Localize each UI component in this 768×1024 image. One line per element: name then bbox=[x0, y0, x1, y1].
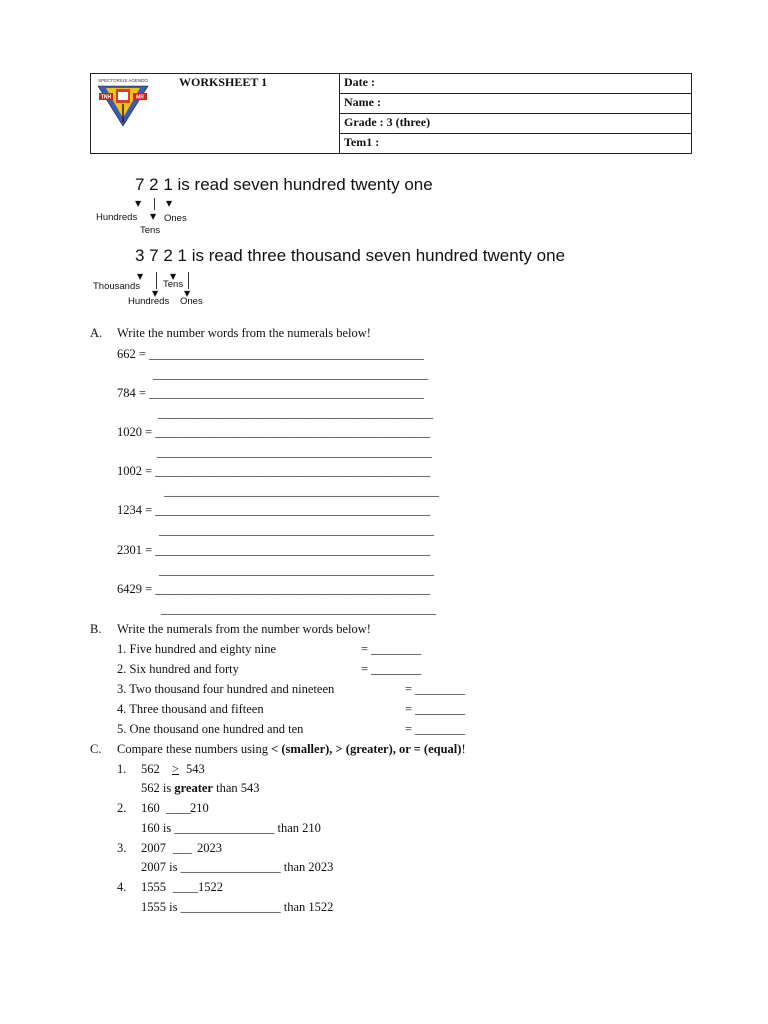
answer-line[interactable]: 784 = ____________________________________________ bbox=[117, 386, 425, 400]
compare-right-number: 2023 bbox=[197, 841, 222, 855]
example1-ones-label: Ones bbox=[164, 213, 187, 224]
compare-right-number: 1522 bbox=[198, 880, 223, 894]
ones-line bbox=[188, 272, 189, 289]
example2-thousands-label: Thousands bbox=[93, 281, 141, 292]
example2-tens-label: Tens bbox=[163, 279, 184, 290]
svg-text:MR: MR bbox=[136, 94, 144, 101]
example1-sentence: 7 2 1 is read seven hundred twenty one bbox=[135, 175, 433, 194]
compare-answer-blank[interactable]: ___ bbox=[173, 841, 192, 855]
example1-hundreds-label: Hundreds bbox=[96, 212, 138, 223]
term-field[interactable]: Tem1 : bbox=[344, 135, 380, 149]
arrow-down-icon: ▼ bbox=[135, 199, 142, 208]
compare-sentence-post: than 543 bbox=[212, 781, 260, 795]
date-field[interactable]: Date : bbox=[339, 74, 691, 94]
compare-sentence-pre: 562 is bbox=[141, 781, 175, 795]
header-left-cell bbox=[91, 74, 340, 153]
arrow-down-icon: ▼ bbox=[166, 199, 173, 208]
section-b-item: 1. Five hundred and eighty nine bbox=[117, 642, 276, 656]
compare-answer-blank[interactable]: ____ bbox=[173, 880, 198, 894]
answer-line[interactable]: = ________ bbox=[361, 662, 422, 676]
arrow-down-icon: ▼ bbox=[184, 289, 191, 298]
answer-line[interactable]: 6429 = ____________________________________________ bbox=[117, 582, 431, 596]
example2-ones-label: Ones bbox=[180, 296, 203, 307]
compare-sentence-post[interactable]: ________________ than 1522 bbox=[180, 900, 334, 914]
compare-right-number: 210 bbox=[190, 801, 209, 815]
compare-left-number: 1555 bbox=[141, 880, 166, 894]
answer-line[interactable]: 1234 = ____________________________________________ bbox=[117, 503, 431, 517]
answer-line[interactable]: = ________ bbox=[405, 702, 466, 716]
answer-line[interactable]: ____________________________________________ bbox=[159, 563, 434, 577]
section-a-instruction: Write the number words from the numerals below! bbox=[117, 326, 371, 340]
hundreds-line bbox=[156, 272, 157, 289]
instruction-symbols: < (smaller), > (greater), or = (equal) bbox=[271, 742, 462, 756]
compare-left-number: 562 bbox=[141, 762, 160, 776]
answer-line[interactable]: ____________________________________________ bbox=[158, 406, 433, 420]
compare-item-number: 3. bbox=[117, 841, 127, 855]
example2-sentence: 3 7 2 1 is read three thousand seven hundred twenty one bbox=[135, 246, 566, 265]
compare-left-number: 2007 bbox=[141, 841, 166, 855]
school-logo bbox=[94, 76, 152, 128]
section-b-item: 2. Six hundred and forty bbox=[117, 662, 239, 676]
answer-line[interactable]: = ________ bbox=[405, 722, 466, 736]
compare-sentence[interactable] bbox=[141, 860, 333, 875]
arrow-down-icon: ▼ bbox=[170, 272, 177, 281]
answer-line[interactable]: ____________________________________________ bbox=[164, 484, 439, 498]
svg-text:TNH: TNH bbox=[100, 94, 112, 101]
section-b-item: 3. Two thousand four hundred and nineteen bbox=[117, 682, 335, 696]
compare-item-number: 4. bbox=[117, 880, 127, 894]
answer-line[interactable]: 662 = ____________________________________________ bbox=[117, 347, 425, 361]
answer-line[interactable]: ____________________________________________ bbox=[161, 602, 436, 616]
compare-answer-blank[interactable]: ____ bbox=[166, 801, 191, 815]
compare-item-number: 2. bbox=[117, 801, 127, 815]
arrow-down-icon: ▼ bbox=[150, 212, 157, 221]
instruction-prefix: Compare these numbers using bbox=[117, 742, 272, 756]
compare-sentence-post[interactable]: ________________ than 2023 bbox=[180, 860, 334, 874]
worksheet-title: WORKSHEET 1 bbox=[179, 75, 268, 89]
arrow-down-icon: ▼ bbox=[152, 289, 159, 298]
compare-sentence-pre: 1555 is bbox=[141, 900, 181, 914]
section-b-item: 4. Three thousand and fifteen bbox=[117, 702, 264, 716]
section-a-letter: A. bbox=[90, 326, 103, 340]
compare-sentence-post[interactable]: ________________ than 210 bbox=[174, 821, 321, 835]
svg-text:SPECTORIUS AGENDO: SPECTORIUS AGENDO bbox=[98, 78, 148, 83]
section-b-item: 5. One thousand one hundred and ten bbox=[117, 722, 304, 736]
example2-hundreds-label: Hundreds bbox=[128, 296, 170, 307]
answer-line[interactable]: ____________________________________________ bbox=[157, 445, 432, 459]
compare-sentence-pre: 2007 is bbox=[141, 860, 181, 874]
arrow-down-icon: ▼ bbox=[137, 272, 144, 281]
compare-left-number: 160 bbox=[141, 801, 160, 815]
section-b-instruction: Write the numerals from the number words below! bbox=[117, 622, 371, 636]
compare-item-number: 1. bbox=[117, 762, 127, 776]
compare-sentence bbox=[141, 781, 260, 796]
answer-line[interactable]: 2301 = ____________________________________________ bbox=[117, 543, 431, 557]
compare-right-number: 543 bbox=[186, 762, 205, 776]
answer-line[interactable]: 1020 = ____________________________________________ bbox=[117, 425, 431, 439]
tens-line bbox=[154, 198, 155, 210]
compare-sentence[interactable] bbox=[141, 900, 333, 915]
answer-line[interactable]: = ________ bbox=[405, 682, 466, 696]
header-fields bbox=[339, 74, 691, 153]
compare-symbol: > bbox=[172, 762, 180, 776]
compare-sentence-answer: greater bbox=[174, 781, 213, 795]
answer-line[interactable]: ____________________________________________ bbox=[153, 367, 428, 381]
section-b-letter: B. bbox=[90, 622, 102, 636]
example1-tens-label: Tens bbox=[140, 225, 161, 236]
section-c-letter: C. bbox=[90, 742, 102, 756]
worksheet-header bbox=[90, 73, 692, 154]
answer-line[interactable]: = ________ bbox=[361, 642, 422, 656]
grade-field: Grade : 3 (three) bbox=[339, 114, 691, 134]
compare-sentence-pre: 160 is bbox=[141, 821, 175, 835]
answer-line[interactable]: ____________________________________________ bbox=[159, 523, 434, 537]
name-field[interactable]: Name : bbox=[339, 94, 691, 114]
section-c-instruction bbox=[117, 742, 466, 757]
compare-sentence[interactable] bbox=[141, 821, 321, 836]
answer-line[interactable]: 1002 = ____________________________________________ bbox=[117, 464, 431, 478]
instruction-suffix: ! bbox=[461, 742, 466, 756]
